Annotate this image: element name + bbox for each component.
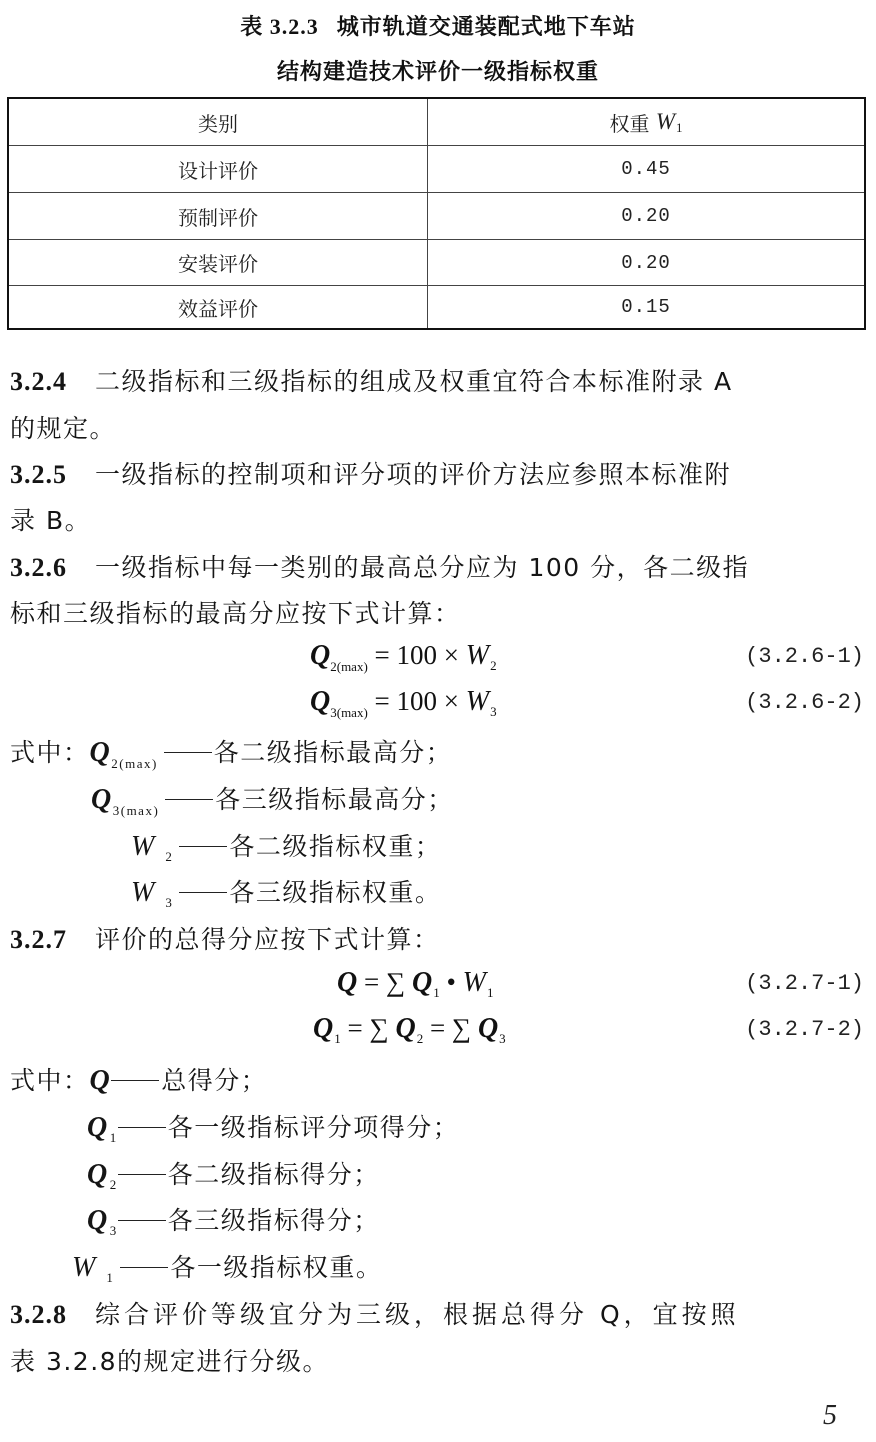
equation-number: (3.2.6-1) — [745, 644, 864, 669]
table-row — [9, 239, 864, 285]
definition-symbol: $Q_{3(max)}$ — [91, 784, 160, 818]
header-weight-symbol: W — [655, 109, 676, 134]
clause-text: 二级指标和三级指标的组成及权重宜符合本标准附录 A — [95, 367, 733, 396]
em-dash — [165, 799, 213, 800]
formula-symbol: Q — [313, 1013, 334, 1044]
equation-number: (3.2.6-2) — [745, 690, 864, 715]
definition-item — [131, 827, 441, 863]
clause-text: 综合评价等级宜分为三级，根据总得分 Q，宜按照 — [95, 1300, 740, 1329]
formula-subscript: 3 — [499, 1031, 506, 1046]
clause-3-2-8-line-2: 表 3.2.8的规定进行分级。 — [10, 1347, 330, 1376]
formula-symbol: Q — [310, 640, 331, 671]
category-cell: 预制评价 — [9, 193, 428, 239]
definition-text: 各三级指标权重。 — [229, 878, 442, 907]
definition-text: 各一级指标评分项得分； — [167, 1113, 460, 1142]
formula-subscript: 2(max) — [330, 659, 368, 674]
weight-cell: 0.20 — [621, 251, 671, 274]
clause-3-2-6-line-2: 标和三级指标的最高分应按下式计算： — [10, 599, 461, 628]
definition-symbol: W $_1$ — [72, 1252, 115, 1285]
formula-subscript: 3 — [490, 704, 497, 719]
formula-symbol: Q — [411, 967, 433, 998]
category-cell: 效益评价 — [9, 286, 428, 328]
definition-symbol: W $_3$ — [131, 877, 174, 910]
definition-item — [91, 780, 454, 816]
em-dash — [118, 1220, 166, 1221]
formula-operator: = ∑ — [340, 1013, 396, 1043]
table-row — [9, 145, 864, 192]
definition-text: 各三级指标得分； — [167, 1206, 380, 1235]
clause-3-2-4-line-1 — [10, 362, 733, 398]
equation-number: (3.2.7-2) — [745, 1017, 864, 1042]
formula-3-2-6-1 — [310, 640, 497, 672]
definition-item — [87, 1108, 459, 1144]
em-dash — [118, 1127, 166, 1128]
clause-3-2-4-line-2: 的规定。 — [10, 414, 117, 443]
formula-operator: = ∑ — [423, 1013, 478, 1043]
weight-cell: 0.20 — [621, 205, 671, 227]
definition-symbol: Q — [89, 1065, 112, 1096]
clause-number: 3.2.4 — [10, 367, 67, 396]
em-dash — [111, 1080, 159, 1081]
definition-text: 各三级指标最高分； — [215, 785, 454, 814]
em-dash — [164, 752, 212, 753]
header-weight-label: 权重 — [609, 111, 650, 136]
definition-text: 各二级指标最高分； — [213, 738, 453, 767]
definition-text: 各二级指标权重； — [229, 832, 442, 861]
clause-3-2-5-line-2: 录 B。 — [10, 506, 92, 535]
formula-rhs: = 100 × — [374, 640, 466, 670]
definition-symbol: W $_2$ — [131, 831, 174, 864]
clause-text: 评价的总得分应按下式计算： — [95, 925, 440, 954]
formula-symbol: W — [465, 640, 490, 671]
table-title-part-1: 城市轨道交通装配式地下车站 — [336, 15, 636, 40]
formula-3-2-6-2 — [310, 686, 497, 718]
clause-text: 一级指标中每一类别的最高总分应为 100 分，各二级指 — [95, 553, 750, 582]
em-dash — [179, 846, 227, 847]
definition-intro: 式中： — [10, 1066, 90, 1095]
em-dash — [120, 1267, 168, 1268]
definition-item — [131, 873, 441, 909]
page-number: 5 — [823, 1400, 837, 1431]
table-caption-line-1 — [0, 10, 876, 41]
weight-table — [7, 97, 866, 330]
formula-symbol: Q — [477, 1013, 499, 1044]
table-row — [9, 285, 864, 328]
definition-symbol: $Q_3$ — [87, 1205, 118, 1238]
formula-subscript: 2 — [490, 658, 497, 673]
category-cell: 安装评价 — [9, 240, 428, 285]
em-dash — [179, 892, 227, 893]
definition-item — [87, 1201, 380, 1237]
clause-3-2-6-line-1 — [10, 548, 749, 584]
clause-number: 3.2.5 — [10, 460, 67, 489]
formula-rhs: = 100 × — [374, 686, 466, 716]
weight-cell: 0.45 — [621, 158, 671, 180]
formula-subscript: 1 — [334, 1031, 341, 1046]
clause-text: 一级指标的控制项和评分项的评价方法应参照本标准附 — [95, 460, 732, 489]
table-number: 表 3.2.3 — [240, 14, 319, 39]
category-cell: 设计评价 — [9, 146, 428, 192]
formula-operator: • — [439, 967, 463, 997]
clause-number: 3.2.8 — [10, 1300, 67, 1329]
formula-subscript: 2 — [416, 1031, 424, 1046]
formula-symbol: W — [465, 686, 490, 717]
formula-subscript: 1 — [486, 985, 494, 1000]
equation-number: (3.2.7-1) — [745, 971, 864, 996]
em-dash — [118, 1174, 166, 1175]
formula-symbol: Q — [337, 967, 358, 998]
formula-3-2-7-2 — [313, 1013, 506, 1045]
definition-intro: 式中： — [10, 738, 90, 767]
formula-symbol: Q — [310, 686, 331, 717]
definition-symbol: $Q_1$ — [87, 1112, 118, 1145]
definition-item — [10, 733, 452, 769]
definition-symbol: $Q_{2(max)}$ — [89, 737, 158, 771]
header-category: 类别 — [9, 99, 428, 145]
definition-item — [10, 1061, 267, 1097]
weight-cell: 0.15 — [621, 296, 671, 318]
clause-3-2-7-line-1 — [10, 920, 440, 956]
header-weight-subscript: 1 — [676, 120, 683, 135]
table-header-row — [9, 99, 864, 145]
clause-number: 3.2.6 — [10, 553, 67, 582]
formula-subscript: 1 — [433, 985, 440, 1000]
formula-operator: = ∑ — [357, 967, 412, 997]
clause-3-2-5-line-1 — [10, 455, 731, 491]
clause-number: 3.2.7 — [10, 925, 67, 954]
definition-text: 总得分； — [161, 1066, 268, 1095]
formula-symbol: Q — [395, 1013, 416, 1044]
table-caption-line-2: 结构建造技术评价一级指标权重 — [276, 60, 599, 85]
definition-text: 各二级指标得分； — [167, 1160, 380, 1189]
header-weight — [428, 99, 864, 145]
formula-subscript: 3(max) — [330, 705, 368, 720]
definition-text: 各一级指标权重。 — [170, 1253, 383, 1282]
formula-3-2-7-1 — [337, 967, 493, 999]
table-row — [9, 192, 864, 239]
formula-symbol: W — [462, 967, 486, 998]
clause-3-2-8-line-1 — [10, 1295, 740, 1331]
definition-symbol: $Q_2$ — [87, 1159, 118, 1192]
definition-item — [72, 1248, 382, 1284]
definition-item — [87, 1155, 380, 1191]
